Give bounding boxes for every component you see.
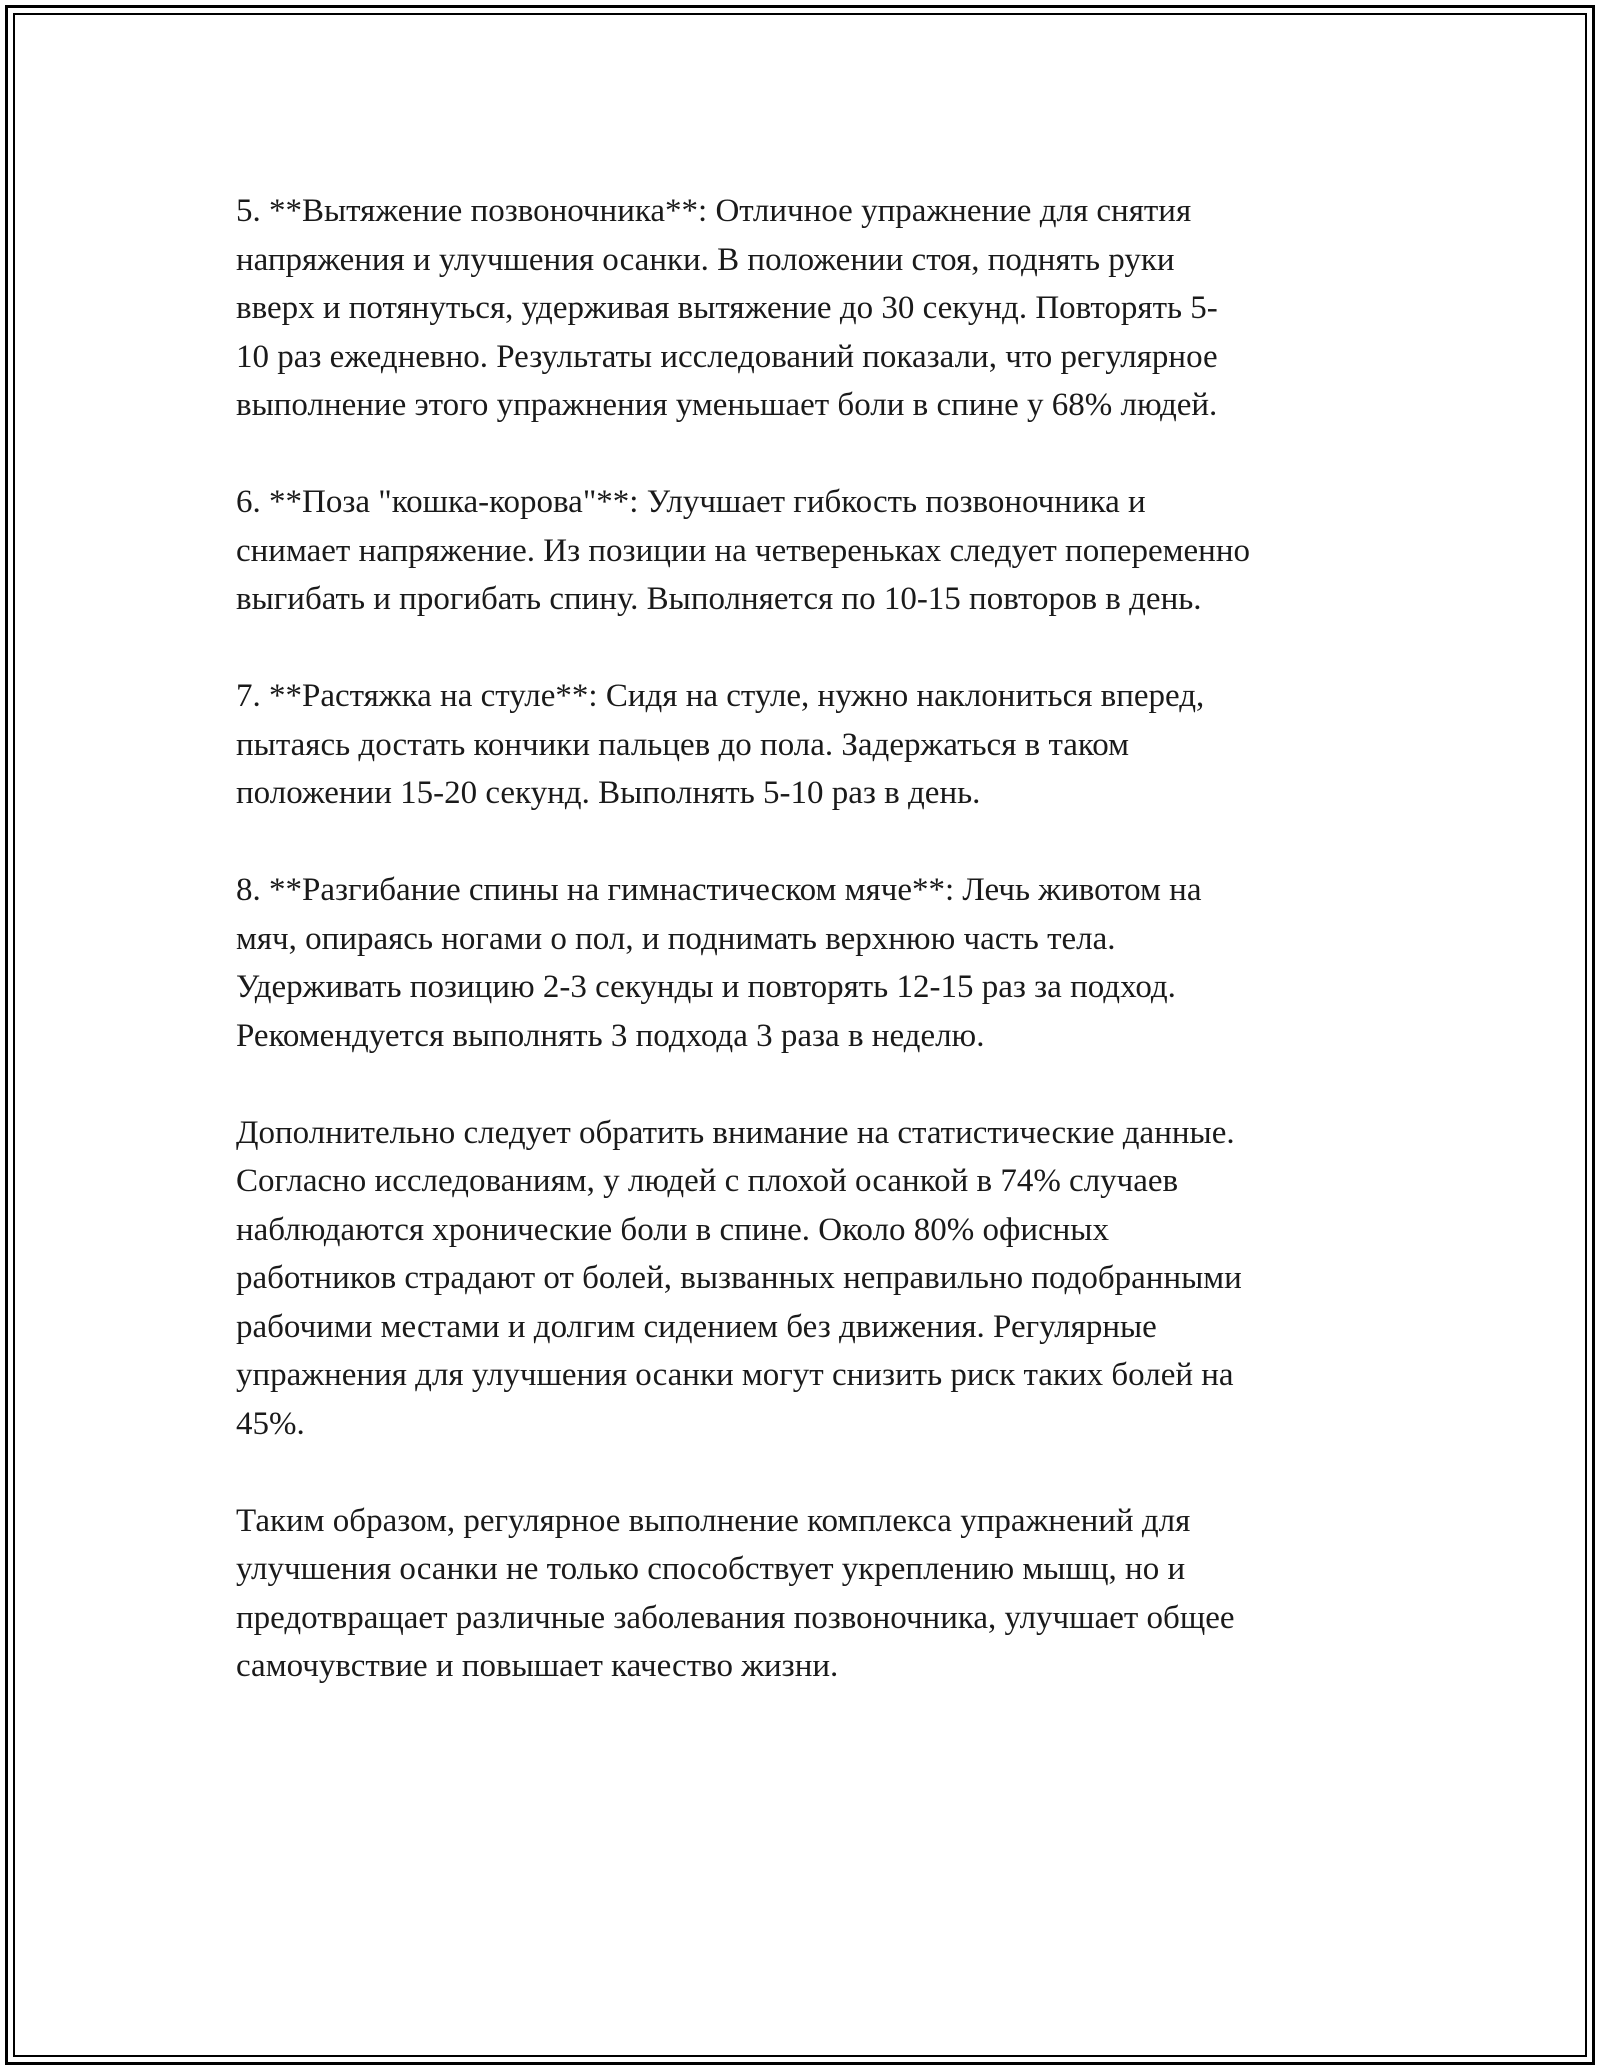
exercise-7-paragraph: 7. **Растяжка на стуле**: Сидя на стуле, нужно наклониться вперед, пытаясь достать кончики пальцев до пола. Задержаться в таком положении 15-20 секунд. Выполнять 5-10 раз в день. — [236, 678, 1205, 811]
exercise-6-paragraph: 6. **Поза "кошка-корова"**: Улучшает гибкость позвоночника и снимает напряжение. Из позиции на четвереньках следует попеременно выгибать и прогибать спину. Выполняется по 10-15 повторов в день. — [236, 484, 1250, 617]
document-body — [236, 187, 1386, 1739]
exercise-5-paragraph: 5. **Вытяжение позвоночника**: Отличное упражнение для снятия напряжения и улучшения осанки. В положении стоя, поднять руки вверх и потянуться, удерживая вытяжение до 30 секунд. Повторять 5- 10 раз ежедневно. Результаты исследований показали, что регулярное выполнение этого упражнения уменьшает боли в спине у 68% людей. — [236, 193, 1218, 423]
statistics-paragraph: Дополнительно следует обратить внимание на статистические данные. Согласно исследованиям, у людей с плохой осанкой в 74% случаев наблюдаются хронические боли в спине. Около 80% офисных работников страдают от болей, вызванных неправильно подобранными рабочими местами и долгим сидением без движения. Регулярные упражнения для улучшения осанки могут снизить риск таких болей на 45%. — [236, 1114, 1242, 1442]
exercise-8-paragraph: 8. **Разгибание спины на гимнастическом мяче**: Лечь животом на мяч, опираясь ногами о пол, и поднимать верхнюю часть тела. Удерживать позицию 2-3 секунды и повторять 12-15 раз за подход. Рекомендуется выполнять 3 подхода 3 раза в неделю. — [236, 872, 1202, 1054]
conclusion-paragraph: Таким образом, регулярное выполнение комплекса упражнений для улучшения осанки не только способствует укреплению мышц, но и предотвращает различные заболевания позвоночника, улучшает общее самочувствие и повышает качество жизни. — [236, 1502, 1235, 1684]
